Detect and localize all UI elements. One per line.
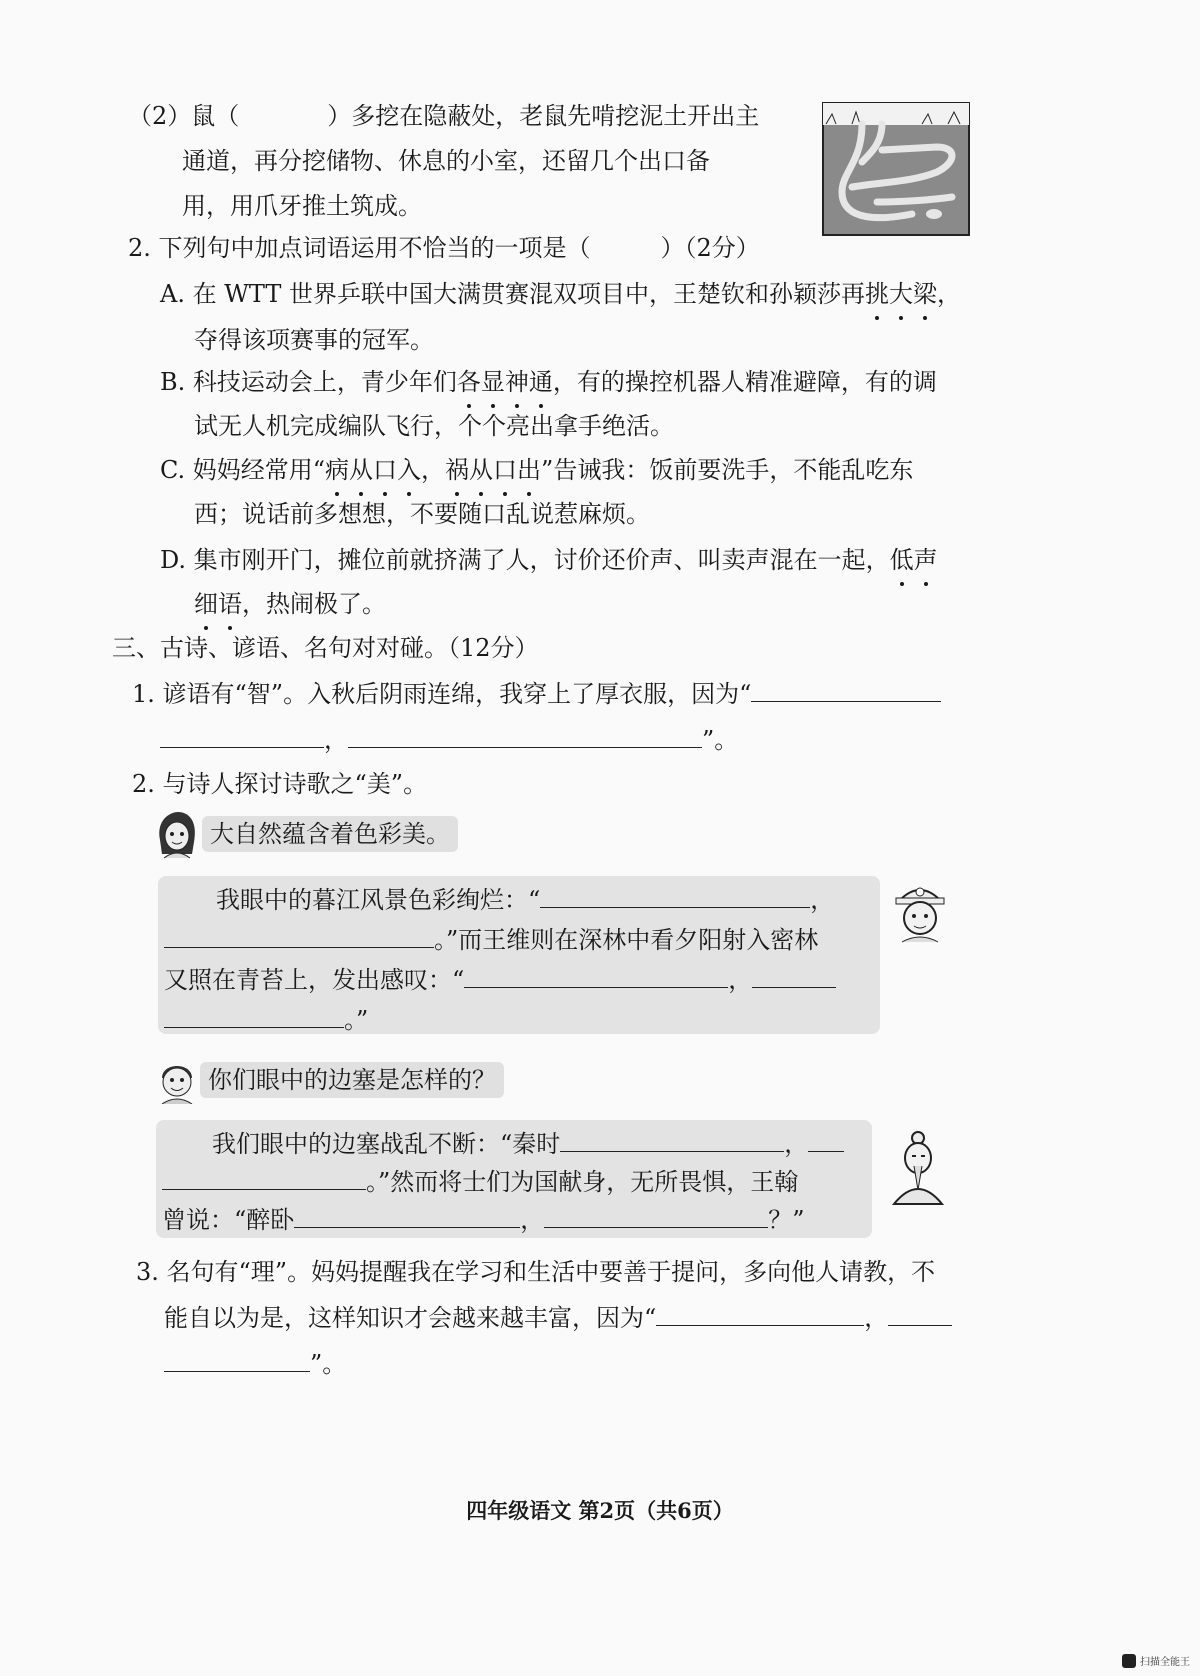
answer-blank[interactable] [888,1303,952,1326]
q2-stem: 2. 下列句中加点词语运用不恰当的一项是（ ）（2分） [128,234,760,262]
answer-blank[interactable] [544,1205,768,1228]
mouse-burrow-illustration [822,102,970,236]
q2-2-line3: 用，用爪牙推土筑成。 [182,192,422,220]
q2-option-b-line2: 试无人机完成编队飞行，个个亮出拿手绝活。 [194,412,674,440]
q2-option-d-line2: 细语，热闹极了。 [194,590,386,618]
q2-option-a-line1: A. 在 WTT 世界乒联中国大满贯赛混双项目中，王楚钦和孙颖莎再挑大梁， [160,280,961,308]
box1-line3: 又照在青苔上，发出感叹：“ ， [164,964,836,996]
answer-blank[interactable] [560,1129,784,1152]
answer-blank[interactable] [656,1303,864,1326]
scanner-logo-icon [1122,1654,1136,1668]
speech-bubble-frontier: 你们眼中的边塞是怎样的？ [200,1062,504,1098]
scanner-watermark [1122,1653,1190,1668]
box1-line2: 。”而王维则在深林中看夕阳射入密林 [164,924,818,956]
s3-q2-title: 2. 与诗人探讨诗歌之“美”。 [132,770,428,798]
box1-line1: 我眼中的暮江风景色彩绚烂：“ ， [216,886,835,914]
q2-option-c-line1: C. 妈妈经常用“病从口入，祸从口出”告诫我：饭前要洗手，不能乱吃东 [160,456,914,484]
page-footer: 四年级语文 第2页（共6页） [466,1498,734,1523]
s3-q1-line2: ， ”。 [160,724,738,756]
answer-blank[interactable] [164,925,434,948]
s3-q1-line1: 1. 谚语有“智”。入秋后阴雨连绵，我穿上了厚衣服，因为“ [132,678,941,710]
answer-blank[interactable] [348,725,702,748]
answer-blank[interactable] [751,679,941,702]
answer-blank[interactable] [164,1349,310,1372]
answer-blank[interactable] [752,965,836,988]
boy-avatar-icon [156,1058,198,1104]
answer-blank[interactable] [294,1205,520,1228]
poet-wanghan-avatar-icon [888,1130,946,1206]
girl-avatar-icon [156,810,198,860]
box2-line2: 。”然而将士们为国献身，无所畏惧，王翰 [162,1166,798,1198]
answer-blank[interactable] [164,1005,344,1028]
answer-blank[interactable] [160,725,324,748]
answer-blank[interactable] [540,885,810,908]
q2-option-c-line2: 西；说话前多想想，不要随口乱说惹麻烦。 [194,500,650,528]
q2-option-a-line2: 夺得该项赛事的冠军。 [194,326,434,354]
answer-blank[interactable] [162,1167,366,1190]
q2-option-d-line1: D. 集市刚开门，摊位前就挤满了人，讨价还价声、叫卖声混在一起，低声 [160,546,938,574]
poet-avatar-icon [892,880,948,944]
speech-bubble-color: 大自然蕴含着色彩美。 [202,816,458,852]
q2-2-line2: 通道，再分挖储物、休息的小室，还留几个出口备 [182,147,710,175]
q2-option-b-line1: B. 科技运动会上，青少年们各显神通，有的操控机器人精准避障，有的调 [160,368,937,396]
box2-line1: 我们眼中的边塞战乱不断：“秦时 ， [212,1128,844,1160]
watermark-text: 扫描全能王 [1140,1657,1190,1668]
s3-q3-line1: 3. 名句有“理”。妈妈提醒我在学习和生活中要善于提问，多向他人请教，不 [136,1258,936,1286]
s3-q3-line3: ”。 [164,1348,346,1380]
s3-q3-line2: 能自以为是，这样知识才会越来越丰富，因为“ ， [164,1302,952,1334]
box2-line3: 曾说：“醉卧 ， ？” [162,1206,805,1234]
box1-line4: 。” [164,1004,368,1036]
answer-blank[interactable] [808,1129,844,1152]
answer-blank[interactable] [464,965,728,988]
q2-2-line1: （2）鼠（ ）多挖在隐蔽处，老鼠先啃挖泥土开出主 [128,102,760,130]
section3-title: 三、古诗、谚语、名句对对碰。（12分） [112,634,539,662]
